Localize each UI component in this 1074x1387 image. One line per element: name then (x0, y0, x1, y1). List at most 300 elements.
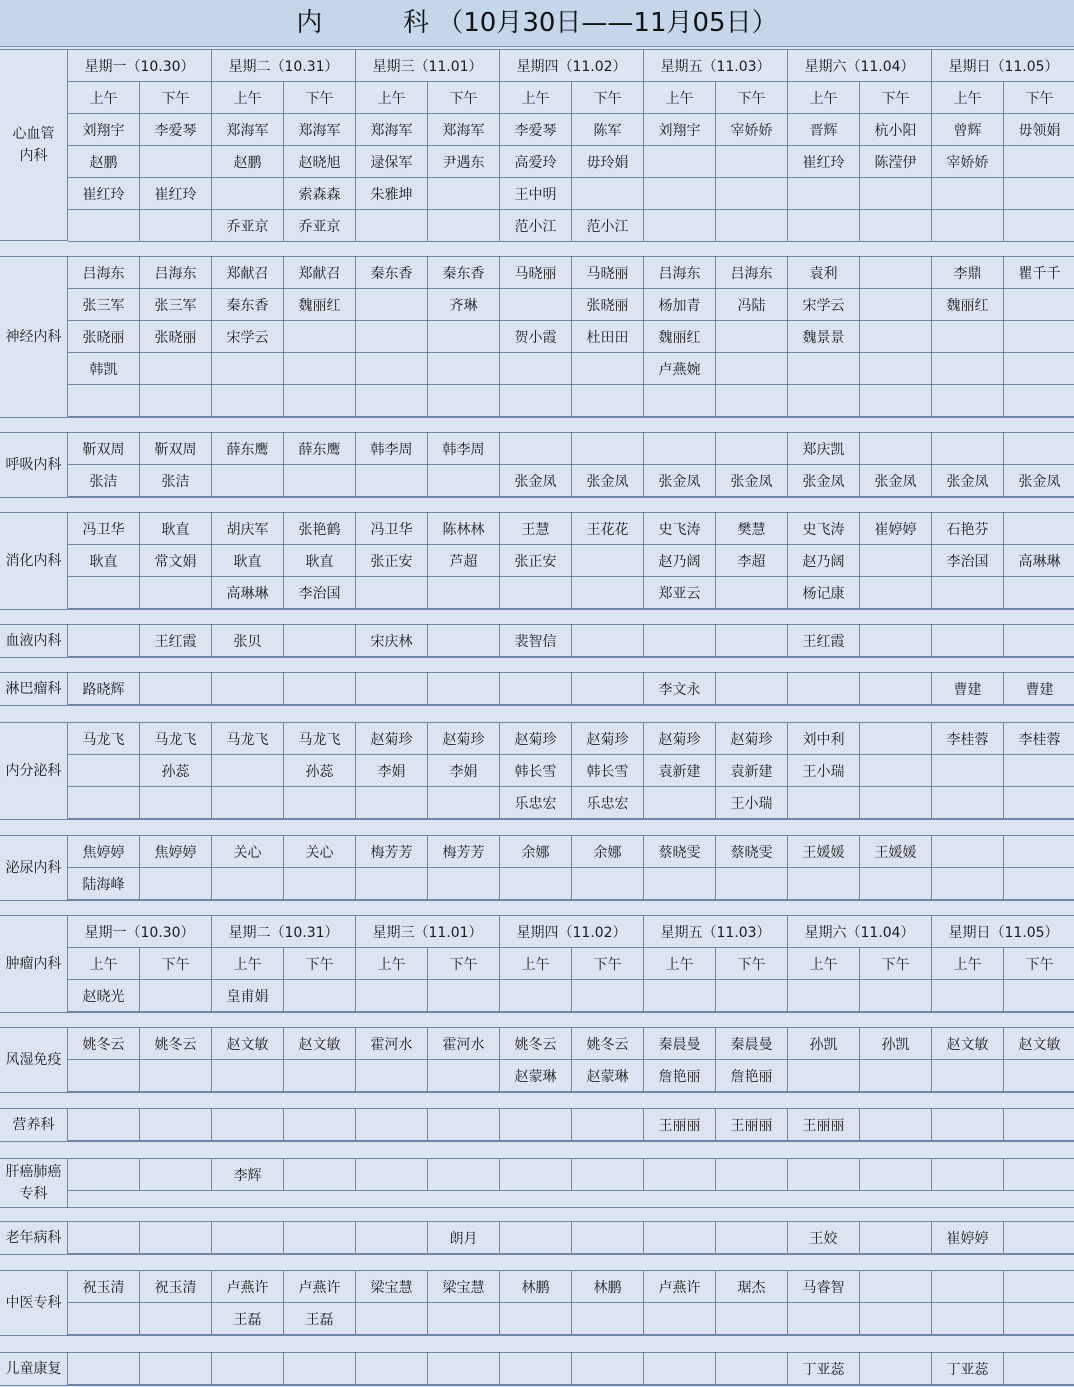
doctor-cell: 赵文敏 (932, 1028, 1004, 1060)
doctor-cell: 张晓丽 (572, 289, 644, 321)
doctor-cell: 袁新建 (716, 755, 788, 787)
doctor-cell (788, 1060, 860, 1092)
doctor-cell: 乔亚京 (212, 210, 284, 242)
doctor-cell: 郑庆凯 (788, 433, 860, 465)
session-header: 上午 (68, 82, 140, 114)
doctor-cell (716, 146, 788, 178)
doctor-cell (1004, 625, 1074, 657)
doctor-cell: 贺小霞 (500, 321, 572, 353)
doctor-cell: 崔婷婷 (860, 513, 932, 545)
doctor-cell (68, 1222, 140, 1254)
doctor-cell (356, 868, 428, 900)
doctor-cell (860, 625, 932, 657)
department-endo (0, 722, 1074, 820)
session-header: 上午 (68, 948, 140, 980)
doctor-cell (212, 755, 284, 787)
doctor-cell: 秦晨曼 (644, 1028, 716, 1060)
department-label: 老年病科 (0, 1222, 68, 1254)
doctor-cell: 韩长雪 (500, 755, 572, 787)
doctor-cell (788, 673, 860, 705)
session-header: 上午 (500, 948, 572, 980)
doctor-cell (1004, 755, 1074, 787)
doctor-cell (1004, 385, 1074, 417)
doctor-cell (68, 787, 140, 819)
doctor-cell (572, 868, 644, 900)
doctor-cell (428, 1159, 500, 1191)
department-cardio (0, 49, 1074, 241)
doctor-cell (644, 1159, 716, 1191)
department-onco (0, 915, 1074, 1013)
doctor-cell: 耿直 (212, 545, 284, 577)
doctor-cell: 郑海军 (284, 114, 356, 146)
doctor-cell (140, 385, 212, 417)
doctor-cell (428, 868, 500, 900)
department-label: 营养科 (0, 1109, 68, 1141)
doctor-cell (644, 178, 716, 210)
doctor-cell: 卢燕许 (644, 1271, 716, 1303)
doctor-cell: 张洁 (140, 465, 212, 497)
doctor-cell (932, 178, 1004, 210)
doctor-cell (212, 868, 284, 900)
doctor-cell (284, 1109, 356, 1141)
doctor-cell (428, 673, 500, 705)
doctor-cell: 高琳琳 (212, 577, 284, 609)
doctor-cell (500, 577, 572, 609)
doctor-cell: 石艳芬 (932, 513, 1004, 545)
doctor-cell (788, 385, 860, 417)
doctor-cell (284, 1159, 356, 1191)
doctor-cell (428, 787, 500, 819)
doctor-cell: 靳双周 (140, 433, 212, 465)
doctor-cell (356, 787, 428, 819)
department-label: 中医专科 (0, 1271, 68, 1335)
doctor-cell: 李鼎 (932, 257, 1004, 289)
doctor-cell (788, 868, 860, 900)
doctor-cell: 赵菊珍 (644, 723, 716, 755)
doctor-cell (428, 577, 500, 609)
doctor-cell (932, 1109, 1004, 1141)
session-header: 上午 (212, 948, 284, 980)
doctor-cell: 王红霞 (788, 625, 860, 657)
doctor-cell: 秦东香 (428, 257, 500, 289)
day-header: 星期三（11.01） (356, 50, 500, 82)
doctor-cell: 史飞涛 (788, 513, 860, 545)
doctor-cell: 耿直 (68, 545, 140, 577)
doctor-cell (500, 1353, 572, 1385)
doctor-cell: 詹艳丽 (644, 1060, 716, 1092)
doctor-cell (284, 625, 356, 657)
schedule-grid (68, 1222, 1074, 1254)
doctor-cell: 霍河水 (428, 1028, 500, 1060)
doctor-cell (356, 1353, 428, 1385)
doctor-cell (428, 210, 500, 242)
schedule-grid (68, 433, 1074, 497)
doctor-cell: 赵晓光 (68, 980, 140, 1012)
doctor-cell (500, 1303, 572, 1335)
doctor-cell: 余娜 (572, 836, 644, 868)
session-header: 上午 (932, 948, 1004, 980)
doctor-cell: 马龙飞 (140, 723, 212, 755)
doctor-cell: 皇甫娟 (212, 980, 284, 1012)
doctor-cell (500, 385, 572, 417)
doctor-cell: 李超 (716, 545, 788, 577)
department-label: 儿童康复 (0, 1353, 68, 1385)
doctor-cell: 李桂蓉 (932, 723, 1004, 755)
doctor-cell: 芦超 (428, 545, 500, 577)
doctor-cell: 张正安 (356, 545, 428, 577)
department-liver (0, 1158, 1074, 1208)
session-header: 下午 (860, 82, 932, 114)
session-header: 上午 (500, 82, 572, 114)
doctor-cell: 王慧 (500, 513, 572, 545)
session-header: 上午 (644, 948, 716, 980)
doctor-cell: 曹建 (1004, 673, 1074, 705)
doctor-cell (572, 1303, 644, 1335)
doctor-cell: 杭小阳 (860, 114, 932, 146)
doctor-cell (860, 321, 932, 353)
doctor-cell (356, 321, 428, 353)
doctor-cell: 王小瑞 (716, 787, 788, 819)
doctor-cell (500, 673, 572, 705)
department-label: 血液内科 (0, 625, 68, 657)
schedule-grid (68, 625, 1074, 657)
day-header: 星期六（11.04） (788, 50, 932, 82)
doctor-cell: 赵蒙琳 (500, 1060, 572, 1092)
doctor-cell (932, 321, 1004, 353)
doctor-cell: 杨加青 (644, 289, 716, 321)
doctor-cell (500, 1159, 572, 1191)
doctor-cell: 曾辉 (932, 114, 1004, 146)
doctor-cell (1004, 178, 1074, 210)
doctor-cell (1004, 1060, 1074, 1092)
doctor-cell: 丁亚蕊 (932, 1353, 1004, 1385)
doctor-cell (932, 1303, 1004, 1335)
session-header: 下午 (284, 82, 356, 114)
doctor-cell: 崔红玲 (68, 178, 140, 210)
title-range: （10月30日——11月05日） (437, 8, 778, 38)
doctor-cell: 李娟 (428, 755, 500, 787)
doctor-cell: 裴智信 (500, 625, 572, 657)
doctor-cell (572, 980, 644, 1012)
doctor-cell: 王媛媛 (788, 836, 860, 868)
doctor-cell (644, 787, 716, 819)
doctor-cell (284, 1222, 356, 1254)
doctor-cell: 张金凤 (932, 465, 1004, 497)
doctor-cell: 李桂蓉 (1004, 723, 1074, 755)
doctor-cell (572, 385, 644, 417)
doctor-cell (716, 1222, 788, 1254)
doctor-cell: 瞿千千 (1004, 257, 1074, 289)
doctor-cell (284, 321, 356, 353)
doctor-cell: 耿直 (284, 545, 356, 577)
doctor-cell: 李辉 (212, 1159, 284, 1191)
department-nutri (0, 1108, 1074, 1142)
doctor-cell (1004, 353, 1074, 385)
doctor-cell: 林鹏 (500, 1271, 572, 1303)
doctor-cell: 梅芳芳 (428, 836, 500, 868)
doctor-cell (140, 1353, 212, 1385)
doctor-cell: 秦东香 (356, 257, 428, 289)
doctor-cell (356, 577, 428, 609)
doctor-cell: 赵菊珍 (428, 723, 500, 755)
doctor-cell (284, 353, 356, 385)
doctor-cell (212, 1353, 284, 1385)
doctor-cell (140, 1303, 212, 1335)
doctor-cell (1004, 1159, 1074, 1191)
doctor-cell: 朱雅坤 (356, 178, 428, 210)
doctor-cell (932, 385, 1004, 417)
doctor-cell (140, 146, 212, 178)
doctor-cell: 韩长雪 (572, 755, 644, 787)
doctor-cell (644, 1353, 716, 1385)
doctor-cell: 范小江 (500, 210, 572, 242)
doctor-cell: 袁利 (788, 257, 860, 289)
day-header: 星期五（11.03） (644, 916, 788, 948)
doctor-cell: 焦婷婷 (140, 836, 212, 868)
schedule-grid (68, 1109, 1074, 1141)
doctor-cell (644, 625, 716, 657)
doctor-cell: 关心 (212, 836, 284, 868)
doctor-cell (860, 1060, 932, 1092)
doctor-cell: 赵菊珍 (356, 723, 428, 755)
doctor-cell: 刘翔宇 (644, 114, 716, 146)
doctor-cell (644, 980, 716, 1012)
doctor-cell (356, 385, 428, 417)
doctor-cell: 李治国 (284, 577, 356, 609)
doctor-cell: 王丽丽 (644, 1109, 716, 1141)
doctor-cell: 耿直 (140, 513, 212, 545)
doctor-cell (140, 1060, 212, 1092)
doctor-cell: 杨记康 (788, 577, 860, 609)
doctor-cell (68, 210, 140, 242)
doctor-cell: 姚冬云 (68, 1028, 140, 1060)
department-child (0, 1352, 1074, 1386)
doctor-cell (68, 1353, 140, 1385)
doctor-cell (932, 353, 1004, 385)
doctor-cell: 王丽丽 (788, 1109, 860, 1141)
session-header: 下午 (716, 82, 788, 114)
doctor-cell (68, 755, 140, 787)
doctor-cell (68, 1109, 140, 1141)
doctor-cell (1004, 1271, 1074, 1303)
doctor-cell: 吕海东 (140, 257, 212, 289)
doctor-cell (1004, 980, 1074, 1012)
doctor-cell (356, 210, 428, 242)
doctor-cell (860, 673, 932, 705)
doctor-cell: 逯保军 (356, 146, 428, 178)
session-header: 下午 (140, 82, 212, 114)
page-title (0, 0, 1074, 47)
doctor-cell (860, 289, 932, 321)
doctor-cell: 张金凤 (860, 465, 932, 497)
doctor-cell (500, 289, 572, 321)
doctor-cell: 靳双周 (68, 433, 140, 465)
session-header: 上午 (788, 82, 860, 114)
department-digest (0, 512, 1074, 610)
doctor-cell: 魏丽红 (644, 321, 716, 353)
doctor-cell: 高爱玲 (500, 146, 572, 178)
doctor-cell (860, 178, 932, 210)
doctor-cell (716, 1159, 788, 1191)
day-header: 星期三（11.01） (356, 916, 500, 948)
doctor-cell (212, 673, 284, 705)
doctor-cell: 赵菊珍 (572, 723, 644, 755)
doctor-cell: 史飞涛 (644, 513, 716, 545)
doctor-cell (68, 385, 140, 417)
session-header: 下午 (428, 82, 500, 114)
doctor-cell: 张金凤 (1004, 465, 1074, 497)
doctor-cell: 乐忠宏 (572, 787, 644, 819)
doctor-cell: 朗月 (428, 1222, 500, 1254)
doctor-cell (932, 755, 1004, 787)
doctor-cell: 余娜 (500, 836, 572, 868)
doctor-cell: 毋玲娟 (572, 146, 644, 178)
doctor-cell: 马龙飞 (212, 723, 284, 755)
department-label: 消化内科 (0, 513, 68, 609)
doctor-cell (284, 868, 356, 900)
doctor-cell (644, 146, 716, 178)
doctor-cell: 冯陆 (716, 289, 788, 321)
doctor-cell (572, 545, 644, 577)
doctor-cell: 索森森 (284, 178, 356, 210)
doctor-cell (284, 1353, 356, 1385)
doctor-cell (428, 178, 500, 210)
department-neuro (0, 256, 1074, 418)
doctor-cell: 郑海军 (212, 114, 284, 146)
doctor-cell (1004, 146, 1074, 178)
doctor-cell: 冯卫华 (356, 513, 428, 545)
session-header: 下午 (1004, 948, 1074, 980)
session-header: 上午 (644, 82, 716, 114)
doctor-cell: 姚冬云 (500, 1028, 572, 1060)
doctor-cell (68, 1159, 140, 1191)
department-blood (0, 624, 1074, 658)
doctor-cell: 陈滢伊 (860, 146, 932, 178)
doctor-cell (932, 980, 1004, 1012)
doctor-cell (68, 577, 140, 609)
doctor-cell: 赵鹏 (212, 146, 284, 178)
doctor-cell (860, 1222, 932, 1254)
department-label: 泌尿内科 (0, 836, 68, 900)
department-label: 肝癌肺癌 专科 (0, 1159, 68, 1207)
doctor-cell: 张金凤 (500, 465, 572, 497)
doctor-cell: 赵鹏 (68, 146, 140, 178)
doctor-cell (932, 787, 1004, 819)
doctor-cell: 韩李周 (428, 433, 500, 465)
doctor-cell (356, 980, 428, 1012)
doctor-cell: 赵蒙琳 (572, 1060, 644, 1092)
doctor-cell: 王磊 (212, 1303, 284, 1335)
doctor-cell (284, 465, 356, 497)
doctor-cell (860, 1271, 932, 1303)
doctor-cell (644, 1303, 716, 1335)
doctor-cell: 齐琳 (428, 289, 500, 321)
doctor-cell (356, 1060, 428, 1092)
doctor-cell: 孙凯 (788, 1028, 860, 1060)
doctor-cell (140, 1222, 212, 1254)
doctor-cell: 曹建 (932, 673, 1004, 705)
doctor-cell: 王小瑞 (788, 755, 860, 787)
doctor-cell (212, 178, 284, 210)
department-label: 心血管 内科 (0, 50, 68, 240)
department-uro (0, 835, 1074, 901)
doctor-cell: 宰娇娇 (716, 114, 788, 146)
doctor-cell (1004, 1222, 1074, 1254)
doctor-cell: 林鹏 (572, 1271, 644, 1303)
doctor-cell: 赵菊珍 (716, 723, 788, 755)
doctor-cell (860, 210, 932, 242)
session-header: 下午 (572, 948, 644, 980)
session-header: 上午 (788, 948, 860, 980)
doctor-cell: 薛东鹰 (284, 433, 356, 465)
doctor-cell (1004, 1353, 1074, 1385)
doctor-cell: 路晓辉 (68, 673, 140, 705)
doctor-cell (212, 1060, 284, 1092)
doctor-cell (572, 353, 644, 385)
doctor-cell: 李娟 (356, 755, 428, 787)
doctor-cell (428, 1109, 500, 1141)
doctor-cell (1004, 289, 1074, 321)
doctor-cell (572, 433, 644, 465)
doctor-cell (284, 385, 356, 417)
doctor-cell: 姚冬云 (572, 1028, 644, 1060)
doctor-cell (716, 433, 788, 465)
doctor-cell: 詹艳丽 (716, 1060, 788, 1092)
doctor-cell (284, 1060, 356, 1092)
doctor-cell (428, 980, 500, 1012)
doctor-cell: 李爱琴 (140, 114, 212, 146)
doctor-cell: 孙凯 (860, 1028, 932, 1060)
doctor-cell: 李治国 (932, 545, 1004, 577)
doctor-cell: 郑海军 (356, 114, 428, 146)
session-header: 上午 (356, 82, 428, 114)
day-header: 星期四（11.02） (500, 916, 644, 948)
doctor-cell (428, 1060, 500, 1092)
doctor-cell: 郑亚云 (644, 577, 716, 609)
doctor-cell: 郑献召 (284, 257, 356, 289)
doctor-cell: 丁亚蕊 (788, 1353, 860, 1385)
doctor-cell: 李文永 (644, 673, 716, 705)
doctor-cell (716, 625, 788, 657)
doctor-cell (500, 433, 572, 465)
doctor-cell (356, 1303, 428, 1335)
doctor-cell: 常文娟 (140, 545, 212, 577)
doctor-cell (284, 980, 356, 1012)
doctor-cell: 祝玉清 (68, 1271, 140, 1303)
department-lymph (0, 672, 1074, 706)
doctor-cell (860, 1303, 932, 1335)
doctor-cell: 李爱琴 (500, 114, 572, 146)
doctor-cell (860, 868, 932, 900)
department-label: 肿瘤内科 (0, 916, 68, 1012)
doctor-cell: 刘翔宇 (68, 114, 140, 146)
doctor-cell (932, 1159, 1004, 1191)
schedule-grid (68, 1271, 1074, 1335)
doctor-cell: 赵晓旭 (284, 146, 356, 178)
day-header: 星期六（11.04） (788, 916, 932, 948)
doctor-cell: 宋庆林 (356, 625, 428, 657)
doctor-cell (428, 353, 500, 385)
doctor-cell (716, 980, 788, 1012)
doctor-cell (932, 868, 1004, 900)
doctor-cell (140, 673, 212, 705)
doctor-cell: 张金凤 (644, 465, 716, 497)
doctor-cell: 胡庆军 (212, 513, 284, 545)
doctor-cell (716, 673, 788, 705)
doctor-cell: 宋学云 (788, 289, 860, 321)
doctor-cell: 焦婷婷 (68, 836, 140, 868)
department-resp (0, 432, 1074, 498)
